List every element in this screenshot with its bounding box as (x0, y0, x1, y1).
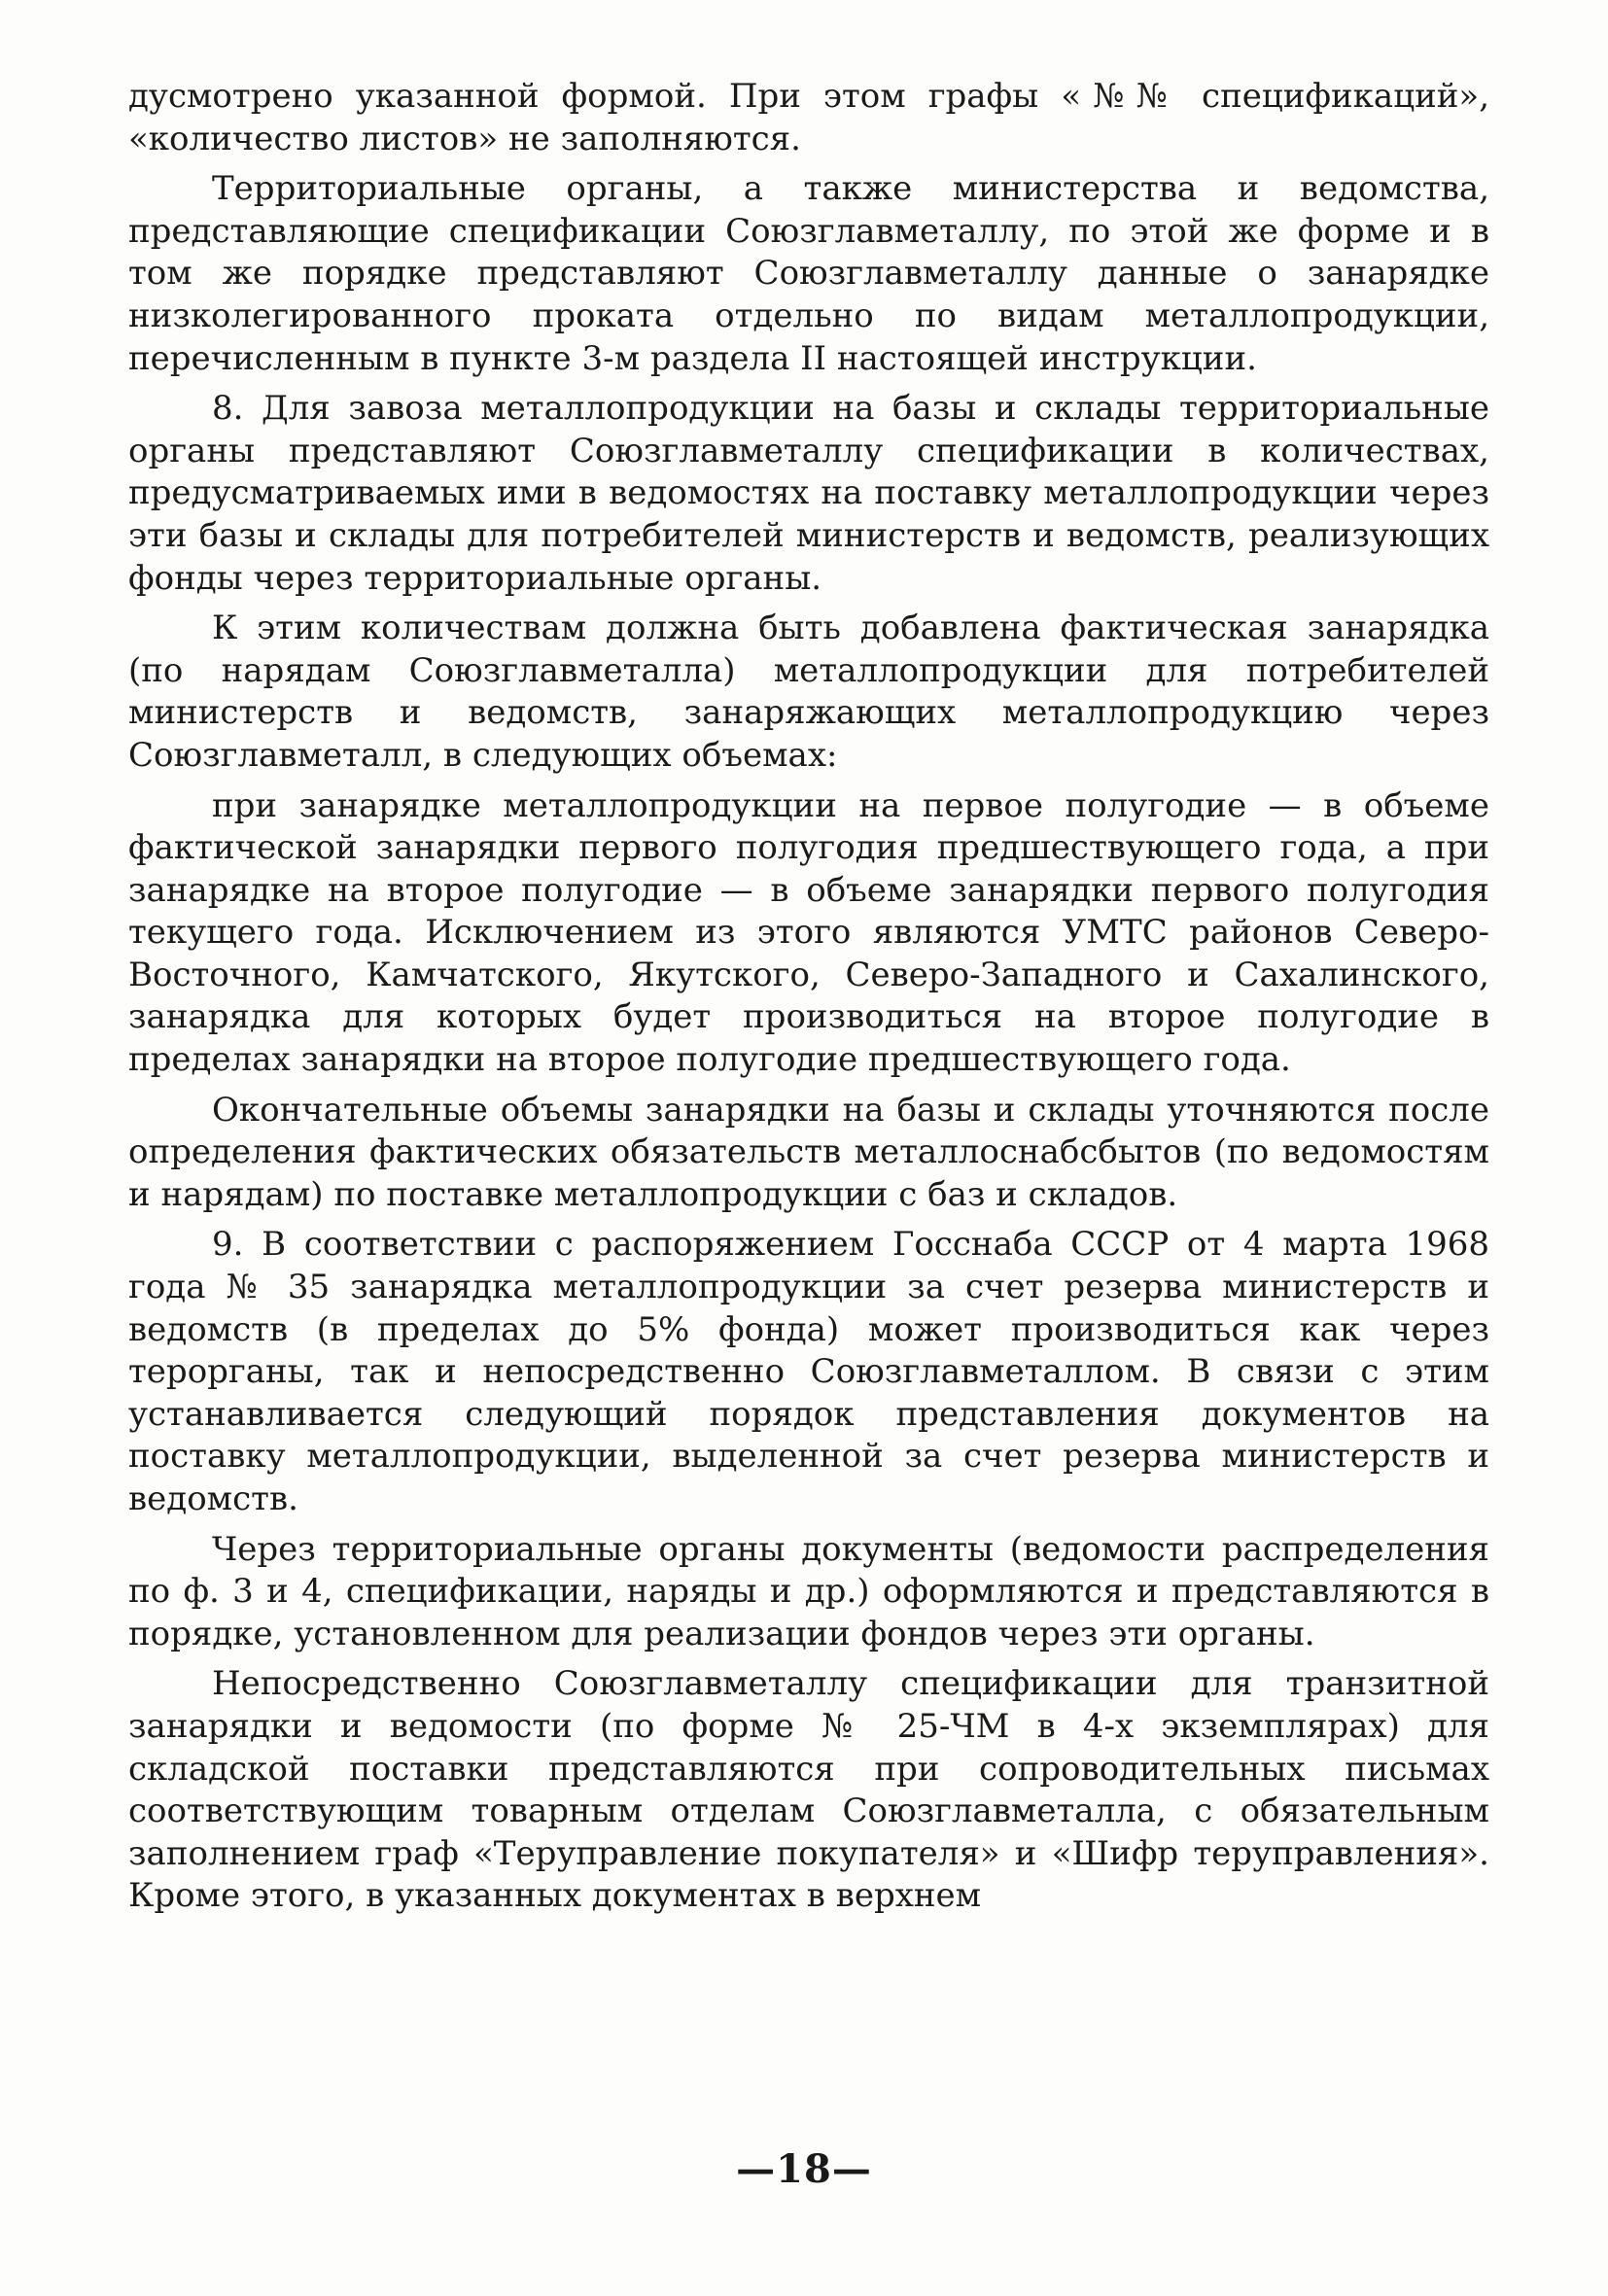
paragraph-item-8: 8. Для завоза металлопродукции на базы и склады территориальные органы представляют Союзглавметаллу спецификации в количествах, предусматриваемых ими в ведомостях на поставку металлопродукции через эти базы и склады для потребителей министерств и ведомств, реализующих фонды через территориальные органы. (128, 389, 1489, 598)
paragraph-continuation: дусмотрено указанной формой. При этом графы «№№ спецификаций», «количество листов» не заполняются. (128, 77, 1489, 158)
paragraph-direct-submission: Непосредственно Союзглавметаллу спецификации для транзитной занарядки и ведомости (по форме № 25-ЧМ в 4-х экземплярах) для складской поставки представляются при сопроводительных письмах соответствующим товарным отделам Союзглавметалла, с обязательным заполнением граф «Теруправление покупателя» и «Шифр теруправления». Кроме этого, в указанных документах в верхнем (128, 1664, 1489, 1916)
paragraph-actual-allocation: К этим количествам должна быть добавлена фактическая занарядка (по нарядам Союзглавметалла) металлопродукции для потребителей министерств и ведомств, занаряжающих металлопродукцию через Союзглавметалл, в следующих объемах: (128, 609, 1489, 775)
paragraph-territorial-organs: Территориальные органы, а также министерства и ведомства, представляющие спецификации Союзглавметаллу, по этой же форме и в том же порядке представляют Союзглавметаллу данные о занарядке низколегированного проката отдельно по видам металлопродукции, перечисленным в пункте 3-м раздела II настоящей инструкции. (128, 169, 1489, 378)
page-number: —18— (736, 2146, 872, 2192)
paragraph-item-9: 9. В соответствии с распоряжением Госснаба СССР от 4 марта 1968 года № 35 занарядка металлопродукции за счет резерва министерств и ведомств (в пределах до 5% фонда) может производиться как через терорганы, так и непосредственно Союзглавметаллом. В связи с этим устанавливается следующий порядок представления документов на поставку металлопродукции, выделенной за счет резерва министерств и ведомств. (128, 1225, 1489, 1518)
body-text (128, 76, 1489, 1926)
paragraph-final-volumes: Окончательные объемы занарядки на базы и склады уточняются после определения фактических обязательств металлоснабсбытов (по ведомостям и нарядам) по поставке металлопродукции с баз и складов. (128, 1090, 1489, 1214)
paragraph-via-territorial-organs: Через территориальные органы документы (ведомости распределения по ф. 3 и 4, спецификации, наряды и др.) оформляются и представляются в порядке, установленном для реализации фондов через эти органы. (128, 1529, 1489, 1653)
paragraph-half-year-allocation: при занарядке металлопродукции на первое полугодие — в объеме фактической занарядки первого полугодия предшествующего года, а при занарядке на второе полугодие — в объеме занарядки первого полугодия текущего года. Исключением из этого являются УМТС районов Северо-Восточного, Камчатского, Якутского, Северо-Западного и Сахалинского, занарядка для которых будет производиться на второе полугодие в пределах занарядки на второе полугодие предшествующего года. (128, 785, 1489, 1080)
